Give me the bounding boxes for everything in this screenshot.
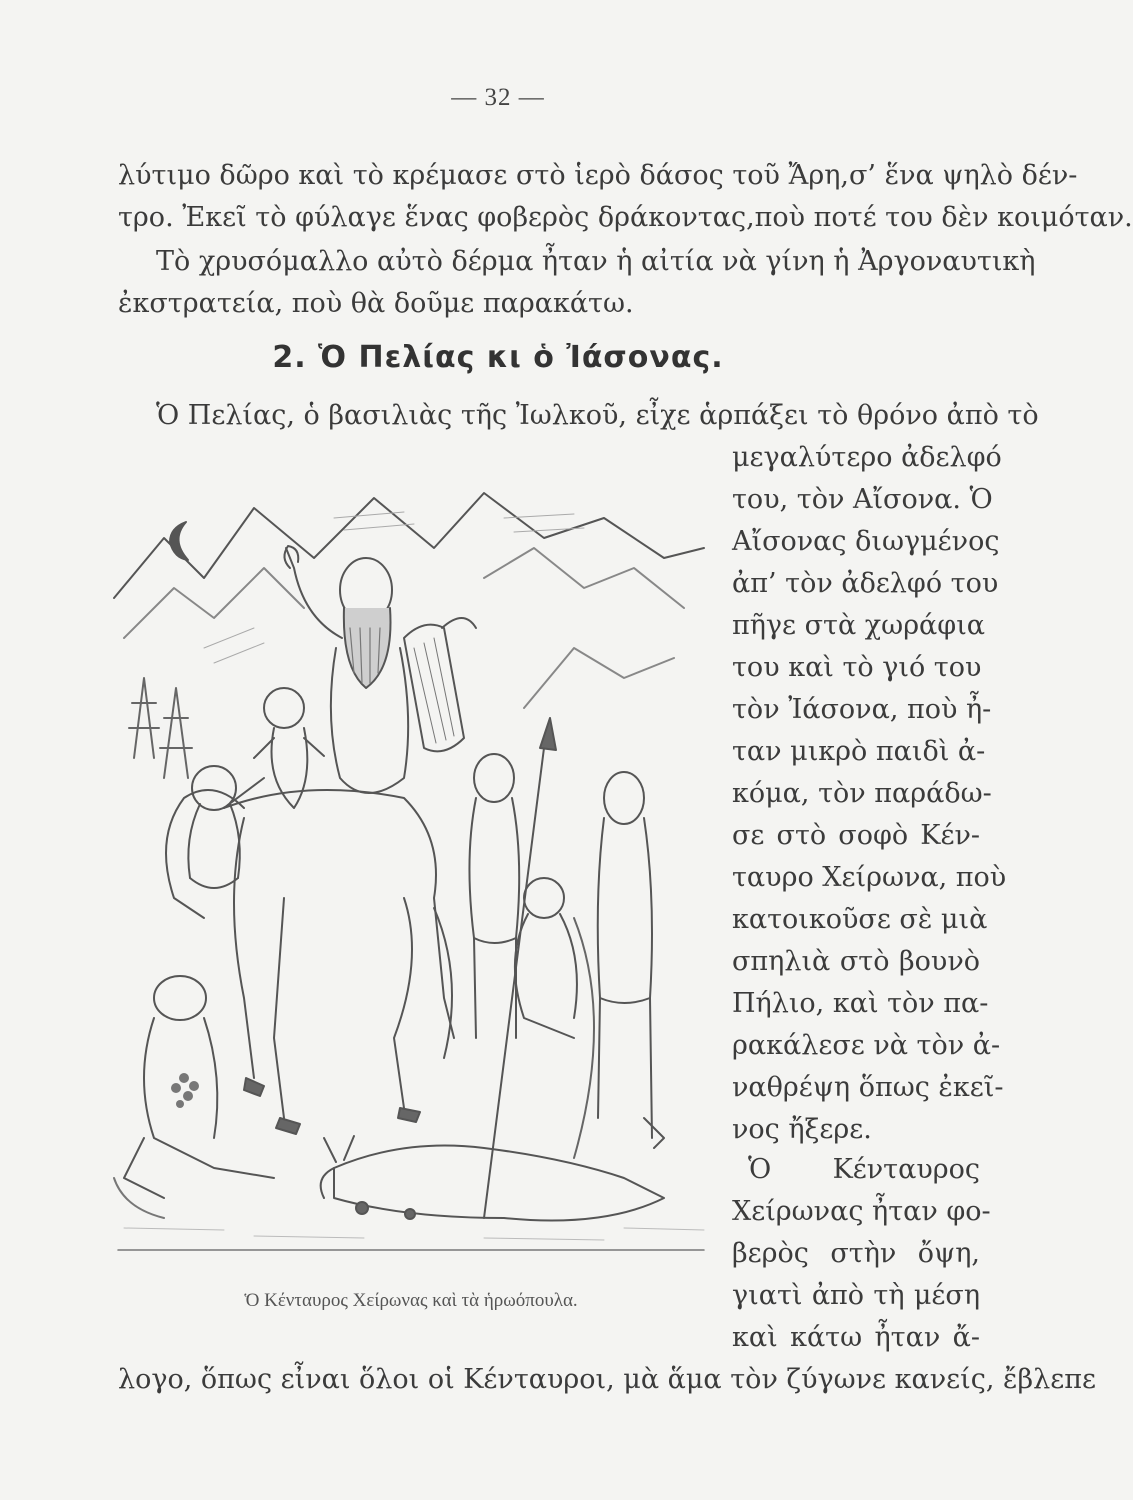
column-line: βερὸς στὴν ὄψη, [732, 1238, 980, 1269]
column-line: τὸν Ἰάσονα, ποὺ ἦ- [732, 694, 992, 725]
column-line: ναθρέψη ὅπως ἐκεῖ- [732, 1072, 1004, 1103]
column-line: σε στὸ σοφὸ Κέν- [732, 820, 980, 851]
column-line: κόμα, τὸν παράδω- [732, 778, 992, 809]
column-line: ἀπ’ τὸν ἀδελφό του [732, 568, 999, 599]
column-line: μεγαλύτερο ἀδελφό [732, 442, 1002, 473]
column-line: πῆγε στὰ χωράφια [732, 610, 986, 641]
section-first-line: Ὁ Πελίας, ὁ βασιλιὰς τῆς Ἰωλκοῦ, εἶχε ἁρπάξει τὸ θρόνο ἀπὸ τὸ [156, 400, 1039, 431]
column-line: του, τὸν Αἴσονα. Ὁ [732, 484, 993, 515]
column-line: Ὁ Κένταυρος [748, 1154, 980, 1185]
page-number: — 32 — [451, 84, 545, 111]
column-line: νος ἤξερε. [732, 1114, 872, 1145]
column-line: σπηλιὰ στὸ βουνὸ [732, 946, 980, 977]
column-line: Πήλιο, καὶ τὸν πα- [732, 988, 989, 1019]
column-line: του καὶ τὸ γιό του [732, 652, 982, 683]
column-line: γιατὶ ἀπὸ τὴ μέση [732, 1280, 980, 1311]
column-line: κατοικοῦσε σὲ μιὰ [732, 904, 988, 935]
text-line: λογο, ὅπως εἶναι ὅλοι οἱ Κένταυροι, μὰ ἅμα τὸν ζύγωνε κανείς, ἔβλεπε [118, 1364, 1096, 1395]
text-line: Τὸ χρυσόμαλλο αὐτὸ δέρμα ἦταν ἡ αἰτία νὰ γίνη ἡ Ἀργοναυτικὴ [156, 246, 1036, 277]
column-line: Αἴσονας διωγμένος [732, 526, 1000, 557]
centaur-illustration [104, 478, 718, 1258]
text-line: ἐκστρατεία, ποὺ θὰ δοῦμε παρακάτω. [118, 288, 634, 319]
section-heading: 2. Ὁ Πελίας κι ὁ Ἰάσονας. [272, 340, 724, 375]
column-line: Χείρωνας ἦταν φο- [732, 1196, 991, 1227]
text-line: τρο. Ἐκεῖ τὸ φύλαγε ἕνας φοβερὸς δράκοντας,ποὺ ποτέ του δὲν κοιμόταν. [118, 202, 1133, 233]
column-line: ρακάλεσε νὰ τὸν ἀ- [732, 1030, 1001, 1061]
figure-caption: Ὁ Κένταυρος Χείρωνας καὶ τὰ ἡρωόπουλα. [244, 1290, 578, 1311]
text-line: λύτιμο δῶρο καὶ τὸ κρέμασε στὸ ἱερὸ δάσος τοῦ Ἄρη,σ’ ἕνα ψηλὸ δέν- [118, 160, 1078, 191]
column-line: ταυρο Χείρωνα, ποὺ [732, 862, 1007, 893]
column-line: καὶ κάτω ἦταν ἄ- [732, 1322, 980, 1353]
column-line: ταν μικρὸ παιδὶ ἀ- [732, 736, 986, 767]
